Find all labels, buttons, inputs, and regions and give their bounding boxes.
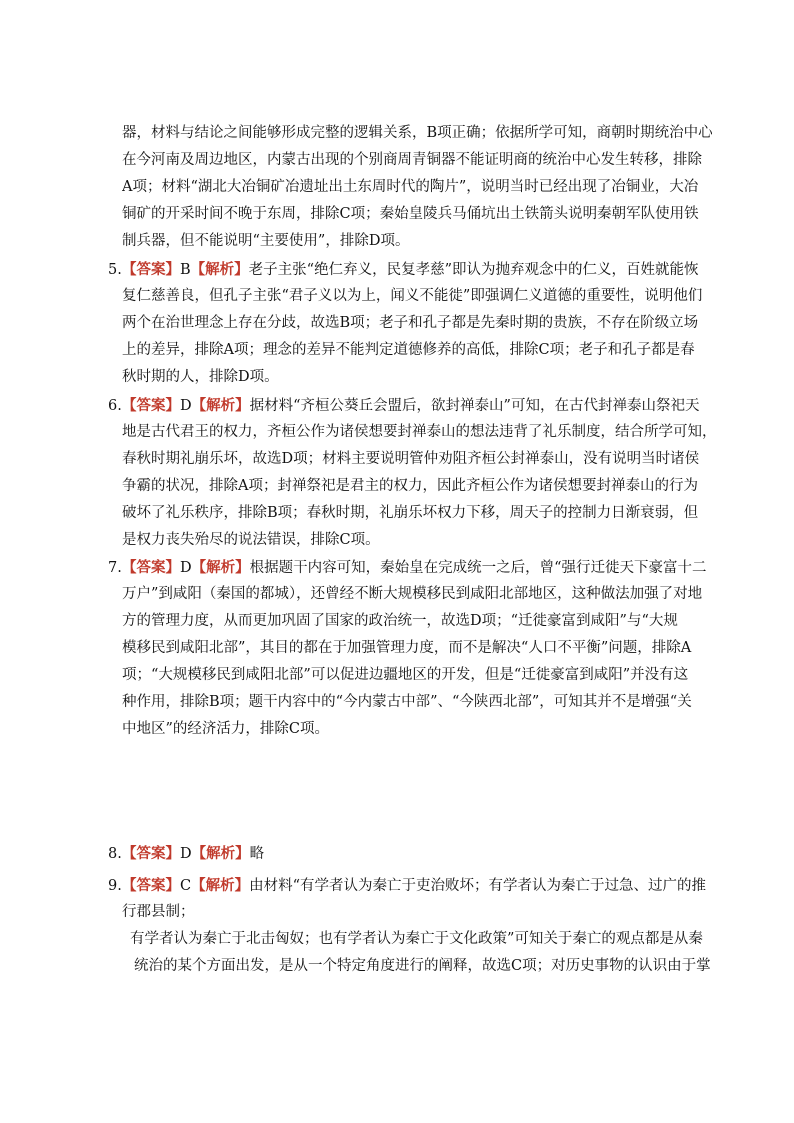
intro-line: 铜矿的开采时间不晚于东周，排除C项；秦始皇陵兵马俑坑出土铁箭头说明秦朝军队使用铁 bbox=[122, 206, 699, 222]
analysis-label: 【解析】 bbox=[190, 261, 249, 278]
analysis-text: 据材料“齐桓公葵丘会盟后，欲封禅泰山”可知，在古代封禅泰山祭祀天 bbox=[249, 398, 700, 414]
analysis-line: 是权力丧失殆尽的说法错误，排除C项。 bbox=[122, 532, 380, 548]
answer-item-9 bbox=[108, 872, 722, 980]
analysis-line: 方的管理力度，从而更加巩固了国家的政治统一，故选D项；“迁徙豪富到咸阳”与“大规 bbox=[122, 613, 678, 629]
intro-paragraph bbox=[122, 120, 722, 255]
answer-value: D bbox=[180, 560, 192, 576]
analysis-label: 【解析】 bbox=[191, 397, 250, 414]
analysis-line: 复仁慈善良，但孔子主张“君子义以为上，闻义不能徙”即强调仁义道德的重要性，说明他们 bbox=[122, 288, 703, 304]
answer-item-6 bbox=[108, 392, 722, 554]
analysis-line: 两个在治世理念上存在分歧，故选B项；老子和孔子都是先秦时期的贵族，不存在阶级立场 bbox=[122, 315, 699, 331]
answer-value: C bbox=[180, 878, 192, 894]
analysis-line: 地是古代君王的权力，齐桓公作为诸侯想要封禅泰山的想法违背了礼乐制度，结合所学可知， bbox=[122, 424, 717, 440]
analysis-label: 【解析】 bbox=[191, 845, 250, 862]
answer-item-7 bbox=[108, 554, 722, 743]
analysis-label: 【解析】 bbox=[191, 559, 250, 576]
intro-line: A项；材料“湖北大冶铜矿冶遗址出土东周时代的陶片”，说明当时已经出现了冶铜业，大冶 bbox=[122, 179, 699, 195]
answer-label: 【答案】 bbox=[122, 559, 180, 576]
analysis-line: 中地区”的经济活力，排除C项。 bbox=[122, 721, 330, 737]
item-number: 5. bbox=[108, 262, 122, 278]
analysis-line: 种作用，排除B项；题干内容中的“今内蒙古中部”、“今陕西北部”，可知其并不是增强“关 bbox=[122, 694, 692, 710]
answer-label: 【答案】 bbox=[122, 845, 180, 862]
analysis-line: 秋时期的人，排除D项。 bbox=[122, 369, 279, 385]
analysis-label: 【解析】 bbox=[191, 877, 250, 894]
answer-value: B bbox=[180, 262, 191, 278]
analysis-line: 万户”到咸阳（秦国的都城），还曾经不断大规模移民到咸阳北部地区，这种做法加强了对地 bbox=[122, 586, 703, 602]
item-number: 9. bbox=[108, 878, 122, 894]
analysis-text: 由材料“有学者认为秦亡于吏治败坏；有学者认为秦亡于过急、过广的推 bbox=[249, 878, 707, 894]
analysis-line: 破坏了礼乐秩序，排除B项；春秋时期，礼崩乐坏权力下移，周天子的控制力日渐衰弱，但 bbox=[122, 505, 699, 521]
analysis-line: 项；“大规模移民到咸阳北部”可以促进边疆地区的开发，但是“迁徙豪富到咸阳”并没有这 bbox=[122, 667, 689, 683]
answer-label: 【答案】 bbox=[122, 877, 180, 894]
item-number: 7. bbox=[108, 560, 122, 576]
analysis-line: 有学者认为秦亡于北击匈奴；也有学者认为秦亡于文化政策”可知关于秦亡的观点都是从秦 bbox=[130, 931, 703, 947]
analysis-line: 行郡县制； bbox=[122, 904, 195, 920]
item-number: 6. bbox=[108, 398, 122, 414]
intro-line: 在今河南及周边地区，内蒙古出现的个别商周青铜器不能证明商的统治中心发生转移，排除 bbox=[122, 152, 702, 168]
answer-label: 【答案】 bbox=[122, 397, 180, 414]
intro-line: 器，材料与结论之间能够形成完整的逻辑关系，B项正确；依据所学可知，商朝时期统治中心 bbox=[122, 125, 713, 141]
answer-value: D bbox=[180, 398, 192, 414]
analysis-line: 春秋时期礼崩乐坏，故选D项；材料主要说明管仲劝阻齐桓公封禅泰山，没有说明当时诸侯 bbox=[122, 451, 700, 467]
analysis-line: 模移民到咸阳北部”，其目的都在于加强管理力度，而不是解决“人口不平衡”问题，排除A bbox=[122, 640, 692, 656]
item-number: 8. bbox=[108, 846, 122, 862]
answer-item-8 bbox=[108, 840, 722, 867]
analysis-line: 上的差异，排除A项；理念的差异不能判定道德修养的高低，排除C项；老子和孔子都是春 bbox=[122, 342, 695, 358]
intro-line: 制兵器，但不能说明“主要使用”，排除D项。 bbox=[122, 233, 410, 249]
analysis-text: 老子主张“绝仁弃义，民复孝慈”即认为抛弃观念中的仁义，百姓就能恢 bbox=[248, 262, 699, 278]
answer-value: D bbox=[180, 846, 192, 862]
analysis-text: 根据题干内容可知，秦始皇在完成统一之后，曾“强行迁徙天下豪富十二 bbox=[249, 560, 707, 576]
analysis-line: 争霸的状况，排除A项；封禅祭祀是君主的权力，因此齐桓公作为诸侯想要封禅泰山的行为 bbox=[122, 478, 698, 494]
analysis-line: 统治的某个方面出发，是从一个特定角度进行的阐释，故选C项；对历史事物的认识由于掌 bbox=[134, 958, 711, 974]
answer-label: 【答案】 bbox=[122, 261, 180, 278]
answer-item-5 bbox=[108, 256, 722, 391]
analysis-text: 略 bbox=[249, 846, 265, 862]
